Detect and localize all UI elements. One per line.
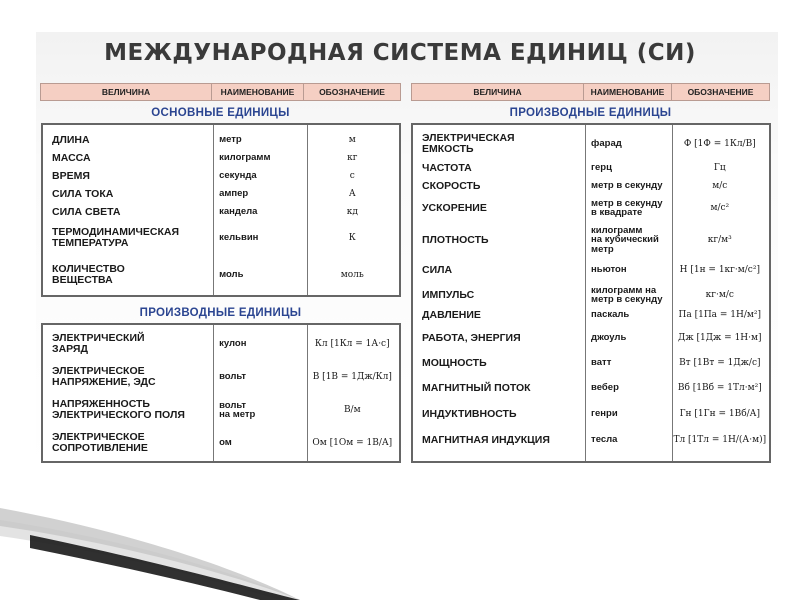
table-row	[43, 131, 399, 149]
cell-symbol: м/с²	[710, 203, 730, 213]
cell-name: вольт на метр	[219, 399, 256, 420]
header-name: НАИМЕНОВАНИЕ	[583, 83, 672, 101]
cell-name: фарад	[591, 138, 622, 150]
cell-symbol: Гц	[713, 163, 726, 173]
table-row	[413, 326, 769, 350]
cell-name: кулон	[219, 338, 247, 350]
cell-name: моль	[219, 269, 244, 281]
cell-symbol: кг	[347, 153, 358, 163]
cell-symbol: моль	[340, 270, 364, 280]
cell-quantity: МАССА	[52, 151, 91, 164]
cell-quantity: МОЩНОСТЬ	[422, 356, 487, 369]
cell-quantity: СИЛА СВЕТА	[52, 205, 121, 218]
cell-name: секунда	[219, 170, 257, 182]
table-row	[413, 129, 769, 159]
cell-symbol: с	[349, 171, 355, 181]
right-header-row	[411, 83, 770, 101]
table-row	[413, 376, 769, 400]
table-row	[43, 223, 399, 253]
cell-symbol: Гн [1Гн = 1Вб/А]	[679, 409, 760, 419]
cell-name: генри	[591, 408, 618, 420]
cell-symbol: кд	[346, 207, 358, 217]
header-quantity: ВЕЛИЧИНА	[40, 83, 212, 101]
decorative-swoosh	[0, 490, 800, 600]
cell-quantity: ЧАСТОТА	[422, 161, 472, 174]
cell-symbol: м/с	[712, 181, 728, 191]
cell-quantity: НАПРЯЖЕННОСТЬ ЭЛЕКТРИЧЕСКОГО ПОЛЯ	[52, 398, 185, 421]
header-quantity: ВЕЛИЧИНА	[411, 83, 584, 101]
section-title-derived-left: ПРОИЗВОДНЫЕ ЕДИНИЦЫ	[139, 307, 302, 319]
cell-name: кандела	[219, 206, 258, 218]
cell-quantity: РАБОТА, ЭНЕРГИЯ	[422, 331, 521, 344]
table-row	[413, 283, 769, 307]
cell-quantity: ИМПУЛЬС	[422, 288, 475, 301]
cell-symbol: Вб [1Вб = 1Тл·м²]	[677, 383, 762, 393]
basic-units-table	[41, 123, 401, 297]
cell-name: джоуль	[591, 332, 627, 344]
table-row	[413, 177, 769, 195]
table-row	[413, 260, 769, 280]
cell-name: метр в секунду в квадрате	[591, 197, 663, 218]
cell-name: вольт	[219, 371, 247, 383]
table-row	[43, 362, 399, 392]
table-row	[43, 257, 399, 293]
table-row	[413, 428, 769, 452]
table-row	[413, 159, 769, 177]
cell-name: вебер	[591, 382, 619, 394]
table-row	[413, 223, 769, 257]
cell-symbol: Тл [1Тл = 1Н/(А·м)]	[673, 435, 767, 445]
cell-symbol: кг·м/с	[705, 290, 734, 300]
cell-name: тесла	[591, 434, 618, 446]
cell-quantity: МАГНИТНАЯ ИНДУКЦИЯ	[422, 433, 550, 446]
table-row	[43, 395, 399, 425]
cell-symbol: Ф [1Ф = 1Кл/В]	[683, 139, 756, 149]
header-name: НАИМЕНОВАНИЕ	[211, 83, 304, 101]
cell-quantity: ДАВЛЕНИЕ	[422, 308, 481, 321]
cell-name: ньютон	[591, 264, 627, 276]
cell-quantity: ИНДУКТИВНОСТЬ	[422, 407, 517, 420]
cell-quantity: ЭЛЕКТРИЧЕСКОЕ НАПРЯЖЕНИЕ, ЭДС	[52, 365, 156, 388]
table-row	[43, 149, 399, 167]
derived-units-table-right	[411, 123, 771, 463]
cell-symbol: Дж [1Дж = 1Н·м]	[678, 333, 762, 343]
table-row	[43, 167, 399, 185]
cell-name: метр в секунду	[591, 180, 663, 192]
page-title: МЕЖДУНАРОДНАЯ СИСТЕМА ЕДИНИЦ (СИ)	[104, 40, 696, 66]
cell-quantity: ДЛИНА	[52, 133, 90, 146]
cell-symbol: Па [1Па = 1Н/м²]	[678, 310, 762, 320]
cell-symbol: В/м	[343, 405, 361, 415]
cell-name: кельвин	[219, 232, 259, 244]
table-row	[413, 195, 769, 221]
table-row	[413, 351, 769, 375]
cell-quantity: МАГНИТНЫЙ ПОТОК	[422, 381, 531, 394]
cell-symbol: В [1В = 1Дж/Кл]	[312, 372, 392, 382]
table-row	[43, 329, 399, 359]
header-symbol: ОБОЗНАЧЕНИЕ	[671, 83, 770, 101]
cell-name: ватт	[591, 357, 612, 369]
table-row	[413, 306, 769, 324]
cell-quantity: ЭЛЕКТРИЧЕСКАЯ ЕМКОСТЬ	[422, 132, 515, 155]
cell-quantity: КОЛИЧЕСТВО ВЕЩЕСТВА	[52, 263, 125, 286]
cell-name: метр	[219, 134, 242, 146]
header-symbol: ОБОЗНАЧЕНИЕ	[303, 83, 401, 101]
cell-quantity: ЭЛЕКТРИЧЕСКИЙ ЗАРЯД	[52, 332, 145, 355]
table-row	[43, 203, 399, 221]
cell-name: паскаль	[591, 309, 630, 321]
cell-quantity: ЭЛЕКТРИЧЕСКОЕ СОПРОТИВЛЕНИЕ	[52, 431, 148, 454]
derived-units-table-left	[41, 323, 401, 463]
cell-symbol: Вт [1Вт = 1Дж/с]	[679, 358, 761, 368]
cell-quantity: ТЕРМОДИНАМИЧЕСКАЯ ТЕМПЕРАТУРА	[52, 226, 180, 249]
cell-symbol: кг/м³	[707, 235, 732, 245]
cell-symbol: м	[348, 135, 356, 145]
cell-symbol: Н [1н = 1кг·м/с²]	[679, 265, 760, 275]
cell-quantity: СИЛА	[422, 263, 453, 276]
section-title-basic: ОСНОВНЫЕ ЕДИНИЦЫ	[151, 107, 290, 119]
cell-name: килограмм на метр в секунду	[591, 284, 663, 305]
left-header-row	[40, 83, 401, 101]
cell-symbol: К	[348, 233, 356, 243]
cell-symbol: А	[348, 189, 356, 199]
section-title-derived-right: ПРОИЗВОДНЫЕ ЕДИНИЦЫ	[509, 107, 672, 119]
table-row	[43, 428, 399, 458]
cell-name: ампер	[219, 188, 249, 200]
table-row	[413, 402, 769, 426]
table-row	[43, 185, 399, 203]
cell-quantity: ВРЕМЯ	[52, 169, 90, 182]
cell-name: килограмм на кубический метр	[591, 224, 659, 255]
cell-quantity: СИЛА ТОКА	[52, 187, 114, 200]
cell-quantity: СКОРОСТЬ	[422, 179, 481, 192]
cell-symbol: Кл [1Кл = 1А·с]	[314, 339, 390, 349]
cell-name: ом	[219, 437, 232, 449]
cell-symbol: Ом [1Ом = 1В/А]	[312, 438, 393, 448]
cell-quantity: ПЛОТНОСТЬ	[422, 233, 489, 246]
cell-name: герц	[591, 162, 612, 174]
cell-quantity: УСКОРЕНИЕ	[422, 201, 487, 214]
cell-name: килограмм	[219, 152, 271, 164]
